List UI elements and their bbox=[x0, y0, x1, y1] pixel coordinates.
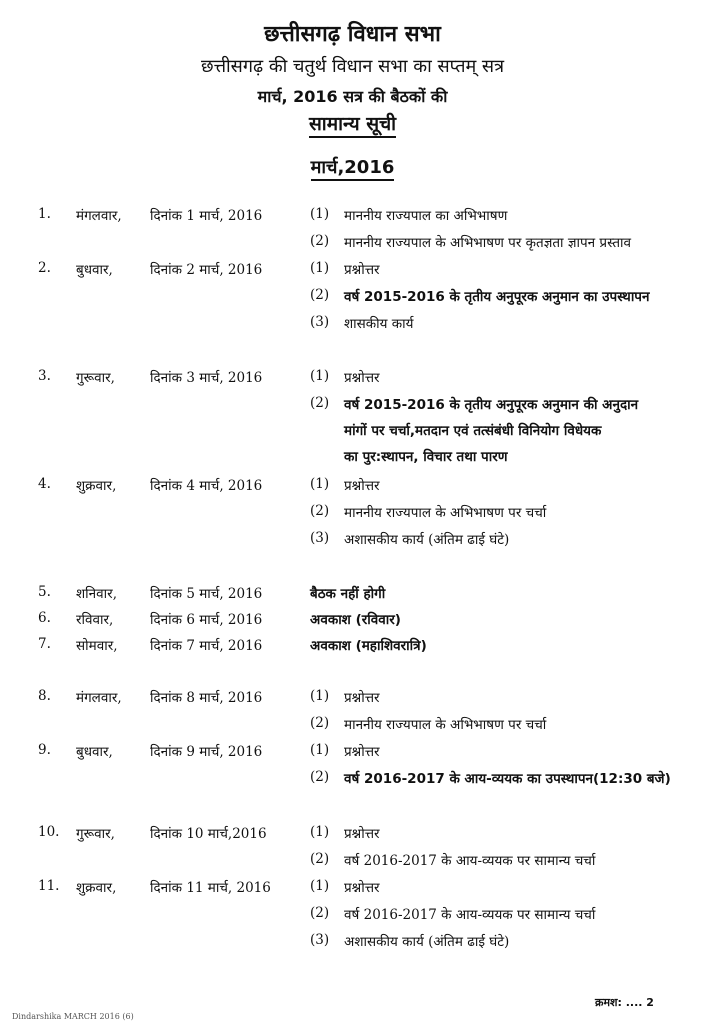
row-number: 3. bbox=[38, 368, 51, 384]
item-marker: (2) bbox=[310, 905, 330, 921]
row-day: सोमवार, bbox=[76, 638, 118, 654]
agenda-item: अशासकीय कार्य (अंतिम ढाई घंटे) bbox=[344, 934, 510, 950]
row-date: दिनांक 6 मार्च, 2016 bbox=[150, 612, 263, 628]
row-number: 4. bbox=[38, 476, 51, 492]
item-marker: (3) bbox=[310, 932, 330, 948]
item-marker: (3) bbox=[310, 530, 330, 546]
session-meetings-line: मार्च, 2016 सत्र की बैठकों की bbox=[257, 87, 448, 106]
item-marker: (1) bbox=[310, 206, 330, 222]
item-marker: (1) bbox=[310, 476, 330, 492]
row-date: दिनांक 5 मार्च, 2016 bbox=[150, 586, 263, 602]
month-heading bbox=[0, 155, 705, 179]
agenda-item: वर्ष 2016-2017 के आय-व्ययक का उपस्थापन(12:30 बजे) bbox=[344, 771, 671, 787]
row-date: दिनांक 1 मार्च, 2016 bbox=[150, 208, 263, 224]
agenda-item: माननीय राज्यपाल के अभिभाषण पर चर्चा bbox=[344, 505, 547, 521]
item-marker: (1) bbox=[310, 824, 330, 840]
agenda-item: अशासकीय कार्य (अंतिम ढाई घंटे) bbox=[344, 532, 510, 548]
item-marker: (1) bbox=[310, 688, 330, 704]
list-title-text: सामान्य सूची bbox=[309, 113, 396, 138]
row-note: अवकाश (महाशिवरात्रि) bbox=[310, 638, 427, 654]
row-day: रविवार, bbox=[76, 612, 114, 628]
row-date: दिनांक 3 मार्च, 2016 bbox=[150, 370, 263, 386]
agenda-item: माननीय राज्यपाल का अभिभाषण bbox=[344, 208, 508, 224]
row-date: दिनांक 7 मार्च, 2016 bbox=[150, 638, 263, 654]
agenda-item: शासकीय कार्य bbox=[344, 316, 414, 332]
item-marker: (1) bbox=[310, 878, 330, 894]
row-date: दिनांक 8 मार्च, 2016 bbox=[150, 690, 263, 706]
agenda-item: माननीय राज्यपाल के अभिभाषण पर कृतज्ञता ज्ञापन प्रस्ताव bbox=[344, 235, 632, 251]
agenda-item: प्रश्नोत्तर bbox=[344, 370, 380, 386]
row-day: गुरूवार, bbox=[76, 370, 115, 386]
row-number: 9. bbox=[38, 742, 51, 758]
row-day: शनिवार, bbox=[76, 586, 117, 602]
month-heading-text: मार्च,2016 bbox=[311, 157, 395, 181]
row-day: बुधवार, bbox=[76, 744, 113, 760]
row-number: 1. bbox=[38, 206, 51, 222]
row-date: दिनांक 11 मार्च, 2016 bbox=[150, 880, 271, 896]
item-marker: (2) bbox=[310, 769, 330, 785]
footer-continued: क्रमश: .... 2 bbox=[595, 996, 654, 1009]
row-number: 2. bbox=[38, 260, 51, 276]
session-subtitle: छत्तीसगढ़ की चतुर्थ विधान सभा का सप्तम् सत्र bbox=[200, 56, 505, 77]
row-date: दिनांक 4 मार्च, 2016 bbox=[150, 478, 263, 494]
assembly-title: छत्तीसगढ़ विधान सभा bbox=[264, 22, 441, 47]
item-marker: (1) bbox=[310, 260, 330, 276]
item-marker: (2) bbox=[310, 287, 330, 303]
row-note: अवकाश (रविवार) bbox=[310, 612, 401, 628]
row-note: बैठक नहीं होगी bbox=[310, 586, 386, 602]
item-marker: (2) bbox=[310, 395, 330, 411]
item-marker: (2) bbox=[310, 851, 330, 867]
item-marker: (1) bbox=[310, 742, 330, 758]
row-number: 8. bbox=[38, 688, 51, 704]
row-date: दिनांक 10 मार्च,2016 bbox=[150, 826, 267, 842]
agenda-item: प्रश्नोत्तर bbox=[344, 744, 380, 760]
row-day: गुरूवार, bbox=[76, 826, 115, 842]
agenda-item: वर्ष 2015-2016 के तृतीय अनुपूरक अनुमान की अनुदान bbox=[344, 397, 639, 413]
row-day: मंगलवार, bbox=[76, 690, 122, 706]
agenda-item: प्रश्नोत्तर bbox=[344, 478, 380, 494]
agenda-item: वर्ष 2015-2016 के तृतीय अनुपूरक अनुमान का उपस्थापन bbox=[344, 289, 650, 305]
agenda-item: माननीय राज्यपाल के अभिभाषण पर चर्चा bbox=[344, 717, 547, 733]
agenda-item: प्रश्नोत्तर bbox=[344, 880, 380, 896]
row-number: 6. bbox=[38, 610, 51, 626]
item-marker: (2) bbox=[310, 233, 330, 249]
agenda-item: प्रश्नोत्तर bbox=[344, 690, 380, 706]
row-number: 11. bbox=[38, 878, 60, 894]
agenda-item-continued: का पुर:स्थापन, विचार तथा पारण bbox=[344, 449, 508, 465]
agenda-item-continued: मांगों पर चर्चा,मतदान एवं तत्संबंधी विनियोग विधेयक bbox=[344, 423, 602, 439]
item-marker: (2) bbox=[310, 503, 330, 519]
row-date: दिनांक 9 मार्च, 2016 bbox=[150, 744, 263, 760]
list-title bbox=[0, 110, 705, 136]
row-day: मंगलवार, bbox=[76, 208, 122, 224]
row-number: 7. bbox=[38, 636, 51, 652]
agenda-item: वर्ष 2016-2017 के आय-व्ययक पर सामान्य चर्चा bbox=[344, 853, 596, 869]
item-marker: (3) bbox=[310, 314, 330, 330]
row-date: दिनांक 2 मार्च, 2016 bbox=[150, 262, 263, 278]
row-day: बुधवार, bbox=[76, 262, 113, 278]
agenda-item: वर्ष 2016-2017 के आय-व्ययक पर सामान्य चर्चा bbox=[344, 907, 596, 923]
row-day: शुक्रवार, bbox=[76, 478, 117, 494]
agenda-item: प्रश्नोत्तर bbox=[344, 826, 380, 842]
item-marker: (2) bbox=[310, 715, 330, 731]
item-marker: (1) bbox=[310, 368, 330, 384]
row-number: 10. bbox=[38, 824, 60, 840]
row-day: शुक्रवार, bbox=[76, 880, 117, 896]
agenda-item: प्रश्नोत्तर bbox=[344, 262, 380, 278]
footer-document-code: Dindarshika MARCH 2016 (6) bbox=[12, 1012, 134, 1021]
row-number: 5. bbox=[38, 584, 51, 600]
